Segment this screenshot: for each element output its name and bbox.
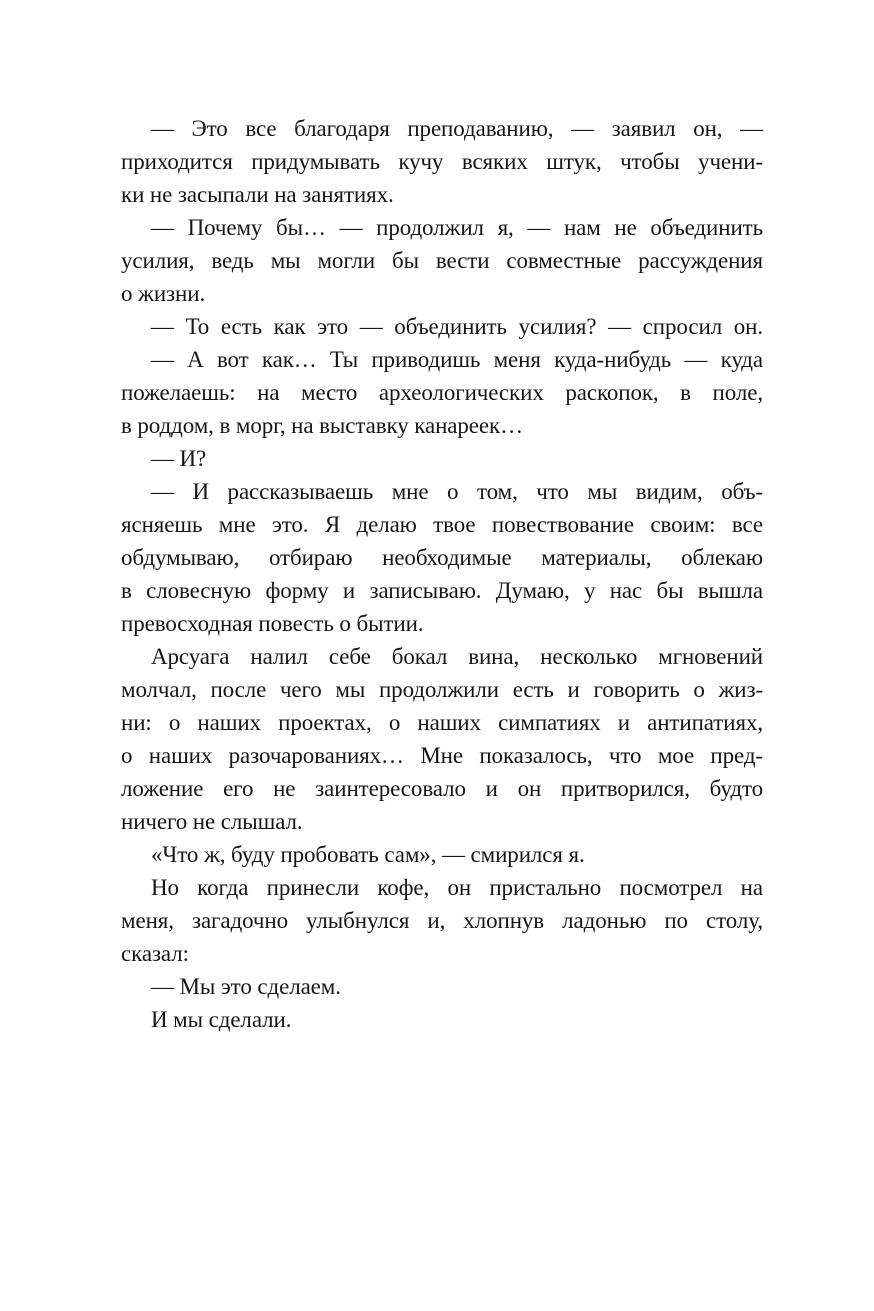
- text-line: сказал:: [121, 941, 189, 966]
- text-line: — И рассказываешь мне о том, что мы видим, объ-: [151, 479, 763, 504]
- paragraph: [121, 343, 763, 442]
- paragraph: [121, 475, 763, 640]
- text-line: о наших разочарованиях… Мне показалось, что мое пред-: [121, 743, 763, 768]
- paragraph: [121, 970, 763, 1003]
- text-line: превосходная повесть о бытии.: [121, 611, 424, 636]
- text-line: ложение его не заинтересовало и он притворился, будто: [121, 776, 763, 801]
- text-line: ничего не слышал.: [121, 809, 303, 834]
- text-line: усилия, ведь мы могли бы вести совместные рассуждения: [121, 248, 763, 273]
- text-line: «Что ж, буду пробовать сам», — смирился я.: [151, 842, 585, 867]
- text-line: молчал, после чего мы продолжили есть и говорить о жиз-: [121, 677, 763, 702]
- text-line: — А вот как… Ты приводишь меня куда-нибудь — куда: [151, 347, 763, 372]
- text-line: пожелаешь: на место археологических раскопок, в поле,: [121, 380, 763, 405]
- page-text-block: [121, 112, 763, 1036]
- text-line: в роддом, в морг, на выставку канареек…: [121, 413, 524, 438]
- text-line: — Мы это сделаем.: [151, 974, 341, 999]
- text-line: ни: о наших проектах, о наших симпатиях и антипатиях,: [121, 710, 763, 735]
- text-line: — Почему бы… — продолжил я, — нам не объединить: [151, 215, 763, 240]
- text-line: И мы сделали.: [151, 1007, 292, 1032]
- text-line: — То есть как это — объединить усилия? — спросил он.: [151, 314, 763, 339]
- paragraph: [121, 838, 763, 871]
- paragraph: [121, 871, 763, 970]
- paragraph: [121, 310, 763, 343]
- text-line: — Это все благодаря преподаванию, — заявил он, —: [151, 116, 763, 141]
- paragraph: [121, 211, 763, 310]
- paragraph: [121, 640, 763, 838]
- text-line: меня, загадочно улыбнулся и, хлопнув ладонью по столу,: [121, 908, 763, 933]
- paragraph: [121, 442, 763, 475]
- text-line: ясняешь мне это. Я делаю твое повествование своим: все: [121, 512, 763, 537]
- text-line: Арсуага налил себе бокал вина, несколько мгновений: [151, 644, 763, 669]
- text-line: Но когда принесли кофе, он пристально посмотрел на: [151, 875, 763, 900]
- paragraph: [121, 1003, 763, 1036]
- paragraph: [121, 112, 763, 211]
- text-line: приходится придумывать кучу всяких штук, чтобы учени-: [121, 149, 763, 174]
- text-line: ки не засыпали на занятиях.: [121, 182, 394, 207]
- text-line: обдумываю, отбираю необходимые материалы, облекаю: [121, 545, 763, 570]
- text-line: в словесную форму и записываю. Думаю, у нас бы вышла: [121, 578, 763, 603]
- text-line: о жизни.: [121, 281, 206, 306]
- text-line: — И?: [151, 446, 207, 471]
